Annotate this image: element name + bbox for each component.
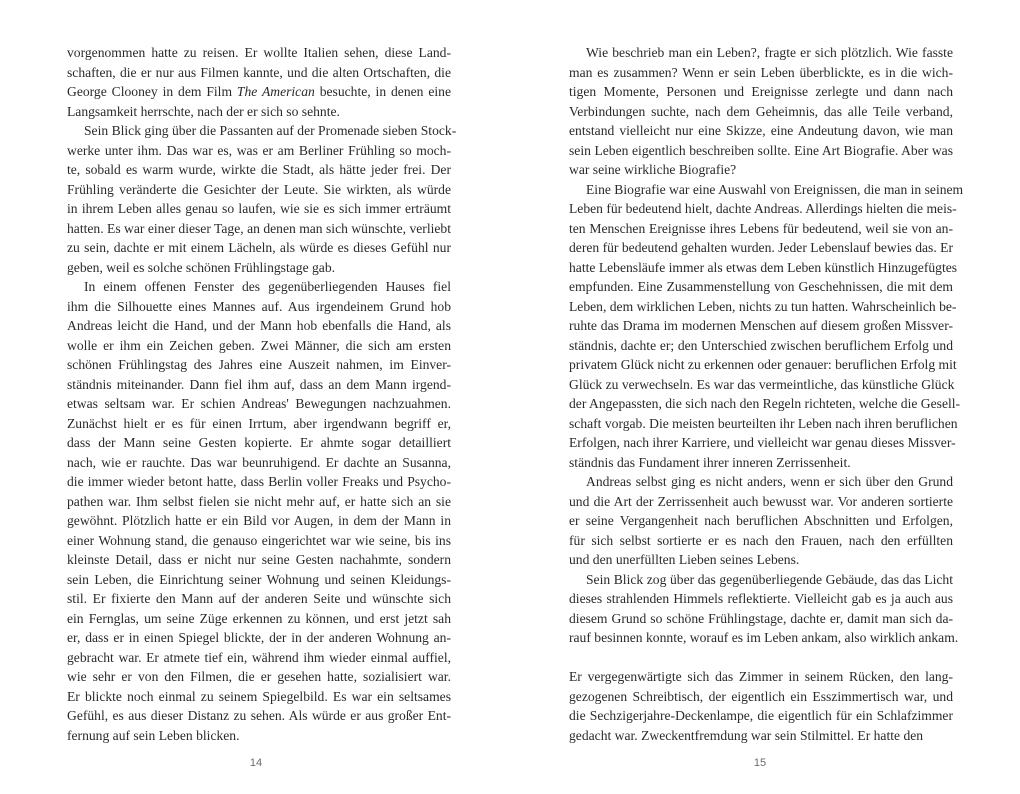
text-line: der Angepassten, die sich nach den Regeln richteten, welche die Gesell- (569, 396, 961, 411)
text-line: Glück zu verwechseln. Es war das vermeintliche, das künstliche Glück (569, 376, 955, 392)
text-line: ihm die Silhouette eines Mannes auf. Aus irgendeinem Grund hob (67, 298, 451, 314)
text-line: Erfolgen, nach ihrer Karriere, und vielleicht war genau dieses Missver- (569, 435, 956, 450)
text-line: er, dass er in einen Spiegel blickte, der in der anderen Wohnung an- (67, 630, 451, 645)
text-line: Gefühl, es aus dieser Distanz zu sehen. Als würde er aus großer Ent- (67, 708, 451, 723)
page-number-left: 14 (249, 757, 263, 769)
text-line: Er blickte noch einmal zu seinem Spiegelbild. Es war ein seltsames (67, 688, 451, 704)
text-line: in ihrem Leben alles genau so laufen, wie sie es sich immer erträumt (67, 201, 451, 216)
text-line: vorgenommen hatte zu reisen. Er wollte Italien sehen, diese Land- (67, 45, 451, 60)
text-line: gedacht war. Zweckentfremdung war sein Stilmittel. Er hatte den (569, 727, 924, 743)
text-line: Verbindungen suchte, nach dem Geheimnis, das alle Teile verband, (569, 103, 953, 119)
paragraph (67, 277, 451, 745)
text-run: besuchte, in denen eine (314, 84, 451, 99)
text-line: hatten. Es war einer dieser Tage, an denen man sich wünschte, verliebt (67, 220, 451, 236)
text-line: ten Menschen Ereignisse ihres Lebens für bedeutend, weil sie von an- (569, 220, 953, 236)
text-line: Eine Biografie war eine Auswahl von Ereignissen, die man in seinem (586, 181, 964, 197)
text-line: geben, weil es solche schönen Frühlingstage gab. (67, 259, 336, 275)
text-line: Sein Blick ging über die Passanten auf der Promenade sieben Stock- (84, 123, 457, 138)
text-line: sein Leben eigentlich beschreiben sollte. Eine Art Biografie. Aber was (569, 142, 953, 158)
text-line: wolle er ihm ein Zeichen geben. Zwei Männer, die sich am ersten (67, 337, 451, 353)
text-line: Andreas selbst ging es nicht anders, wenn er sich über den Grund (586, 474, 953, 489)
text-line: pathen war. Ihm selbst fielen sie nicht mehr auf, er hatte sich an sie (67, 493, 451, 509)
text-line: entstand vielleicht nur eine Skizze, eine Andeutung davon, wie man (569, 123, 953, 138)
paragraph (67, 121, 457, 277)
paragraph (67, 43, 451, 121)
paragraph (569, 472, 953, 570)
text-line: und den unerfüllten Lieben seines Lebens. (569, 552, 800, 567)
text-line: und die Art der Zerrissenheit auch bewusst war. Vor anderen sortierte (569, 493, 953, 509)
text-line: schaften, die er nur aus Filmen kannte, und die alten Ortschaften, die (67, 64, 451, 80)
text-line: schönen Frühlingstag des Jahres eine Auszeit nahmen, im Einver- (67, 357, 451, 372)
text-line: etwas seltsam war. Er schien Andreas' Bewegungen nachzuahmen. (67, 396, 451, 411)
text-line: kleinste Detail, dass er nicht nur seine Gesten nachahmte, sondern (67, 552, 451, 567)
paragraph (569, 43, 953, 180)
text-line: Langsamkeit herrschte, nach der er sich so sehnte. (67, 103, 340, 119)
text-line: stil. Er fixierte den Mann auf der anderen Seite und wünschte sich (67, 591, 451, 606)
text-line: war seine wirkliche Biografie? (569, 162, 737, 177)
text-line: rauf besinnen konnte, worauf es im Leben ankam, also wirklich ankam. (569, 630, 959, 645)
text-line (67, 82, 451, 102)
text-line: deren für bedeutend gehalten wurden. Jeder Lebenslauf bewies das. Er (569, 240, 953, 255)
text-line: In einem offenen Fenster des gegenüberliegenden Hauses fiel (84, 279, 451, 294)
paragraph (569, 570, 959, 648)
text-line: ruhte das Drama im modernen Menschen auf diesem großen Missver- (569, 318, 953, 333)
text-line: gezogenen Schreibtisch, der eigentlich ein Esszimmertisch war, und (569, 688, 953, 704)
text-line: Leben für bedeutend hielt, dachte Andreas. Allerdings hielten die meis- (569, 201, 957, 216)
text-line: einer Wohnung stand, die genauso eingerichtet war wie seine, bis ins (67, 532, 451, 548)
text-line: hatte Lebensläufe immer als etwas dem Leben künstlich Hinzugefügtes (569, 259, 958, 275)
text-line: gewöhnt. Plötzlich hatte er ein Bild vor Augen, in dem der Mann in (67, 513, 451, 528)
text-line: für sich selbst sortierte er es nach den Frauen, nach den erfüllten (569, 532, 953, 548)
text-run: George Clooney in dem Film (67, 84, 237, 99)
right-page (510, 0, 1020, 794)
text-line: nach, wie er rauchte. Das war beunruhigend. Er dachte an Susanna, (67, 454, 451, 470)
text-line: werke unter ihm. Das war es, was er am Berliner Frühling so moch- (67, 142, 451, 158)
right-page-text (569, 43, 964, 745)
text-line: tigen Momente, Personen und Ereignisse zerlegte und dann nach (569, 84, 953, 99)
text-line: privatem Glück nicht zu erkennen oder genauer: beruflichen Erfolg mit (569, 357, 957, 372)
text-line: man es zusammen? Wenn er sein Leben überblickte, es in die wich- (569, 64, 953, 80)
text-line: diesem Grund so schöne Frühlingstage, dachte er, damit man sich da- (569, 610, 953, 626)
text-line: Wie beschrieb man ein Leben?, fragte er sich plötzlich. Wie fasste (586, 45, 953, 60)
text-line: Er vergegenwärtigte sich das Zimmer in seinem Rücken, den lang- (569, 669, 953, 684)
text-line: Zunächst hielt er es für einen Irrtum, aber irgendwann begriff er, (67, 415, 451, 431)
text-line: gebracht war. Er atmete tief ein, während ihm wieder einmal auffiel, (67, 649, 451, 665)
text-line: Sein Blick zog über das gegenüberliegende Gebäude, das das Licht (586, 571, 953, 587)
text-line: te, sobald es warm wurde, wirkte die Stadt, als hätte jeder frei. Der (67, 162, 451, 177)
text-line: Leben, dem wirklichen Leben, nichts zu tun hatten. Wahrscheinlich be- (569, 298, 957, 314)
section-break (569, 648, 953, 668)
text-line: ständnis, dachte er; den Unterschied zwischen beruflichem Erfolg und (569, 337, 953, 353)
text-line: Andreas leicht die Hand, und der Mann hob ebenfalls die Hand, als (67, 318, 451, 333)
text-line: dass der Mann seine Gesten kopierte. Er ahmte sogar detailliert (67, 435, 451, 450)
text-line: zu sein, dachte er mit einem Lächeln, als würde es dieses Gefühl nur (67, 240, 451, 255)
left-page-text (67, 43, 457, 745)
paragraph (569, 667, 953, 745)
text-line: die Sechzigerjahre-Deckenlampe, die eigentlich für ein Schlafzimmer (569, 708, 953, 723)
film-title: The American (236, 84, 315, 99)
text-line: wie sehr er von den Filmen, die er gesehen hatte, sozialisiert war. (67, 669, 451, 684)
text-line: sein Leben, die Einrichtung seiner Wohnung und seinen Kleidungs- (67, 571, 451, 587)
page-number-right: 15 (753, 757, 767, 769)
paragraph (569, 180, 964, 473)
text-line: Frühling veränderte die Gesichter der Leute. Sie wirkten, als würde (67, 181, 451, 197)
text-line: ständnis das Fundament ihrer inneren Zerrissenheit. (569, 454, 851, 470)
text-line: empfunden. Eine Zusammenstellung von Geschehnissen, die mit dem (569, 279, 953, 294)
text-line: dieses strahlenden Himmels reflektierte. Vielleicht gab es ja auch aus (569, 591, 953, 606)
text-line: schaft vorgab. Die meisten beurteilten ihr Leben nach ihren beruflichen (569, 415, 958, 431)
text-line: er seine Vergangenheit nach beruflichen Abschnitten und Erfolgen, (569, 513, 953, 528)
text-line: ständnis miteinander. Dann fiel ihm auf, dass an dem Mann irgend- (67, 376, 451, 392)
text-line: ein Fernglas, um seine Züge erkennen zu können, und erst jetzt sah (67, 610, 451, 626)
text-line: fernung auf sein Leben blicken. (67, 727, 240, 743)
text-line: die immer wieder betont hatte, dass Berlin voller Freaks und Psycho- (67, 474, 451, 489)
